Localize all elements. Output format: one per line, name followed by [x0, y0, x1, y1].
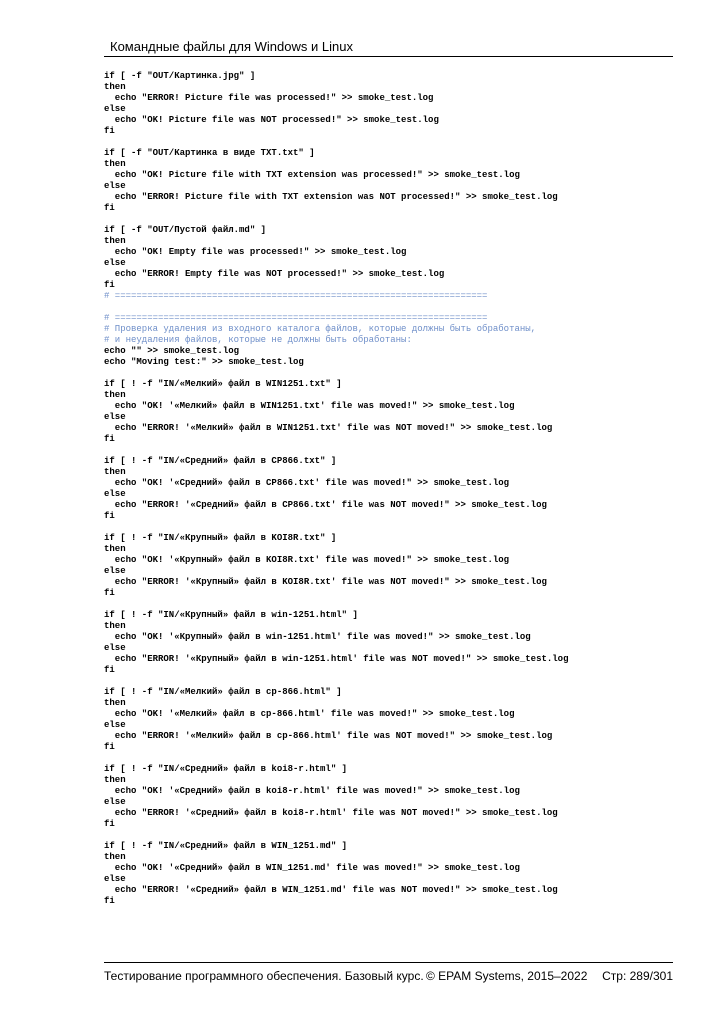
code-line [104, 522, 684, 533]
code-line: echo "ERROR! '«Мелкий» файл в WIN1251.txt' file was NOT moved!" >> smoke_test.log [104, 423, 553, 433]
code-line: if [ ! -f "IN/«Средний» файл в CP866.txt" ] [104, 456, 337, 466]
code-line: else [104, 258, 126, 268]
code-line: then [104, 621, 126, 631]
code-line: then [104, 390, 126, 400]
code-line: echo "OK! Picture file with TXT extension was processed!" >> smoke_test.log [104, 170, 520, 180]
code-line: else [104, 720, 126, 730]
code-line: then [104, 698, 126, 708]
code-line [104, 302, 684, 313]
code-line: if [ ! -f "IN/«Средний» файл в koi8-r.html" ] [104, 764, 348, 774]
code-line: fi [104, 203, 115, 213]
code-line: then [104, 852, 126, 862]
code-line: else [104, 489, 126, 499]
code-line: if [ ! -f "IN/«Мелкий» файл в WIN1251.txt" ] [104, 379, 342, 389]
code-comment-line: # Проверка удаления из входного каталога файлов, которые должны быть обработаны, [104, 324, 537, 334]
code-line [104, 445, 684, 456]
code-line: echo "OK! '«Средний» файл в WIN_1251.md' file was moved!" >> smoke_test.log [104, 863, 520, 873]
footer-page-number: Стр: 289/301 [602, 969, 673, 983]
code-line: echo "OK! '«Мелкий» файл в cp-866.html' file was moved!" >> smoke_test.log [104, 709, 515, 719]
code-line: then [104, 775, 126, 785]
code-line: echo "OK! Picture file was NOT processed!" >> smoke_test.log [104, 115, 439, 125]
code-line: then [104, 236, 126, 246]
page-footer [104, 962, 673, 989]
code-line: fi [104, 896, 115, 906]
code-line: echo "ERROR! '«Крупный» файл в win-1251.html' file was NOT moved!" >> smoke_test.log [104, 654, 569, 664]
code-line: then [104, 467, 126, 477]
page-header [104, 37, 673, 57]
code-line: else [104, 874, 126, 884]
code-line: then [104, 82, 126, 92]
code-line: echo "OK! Empty file was processed!" >> smoke_test.log [104, 247, 407, 257]
code-line [104, 753, 684, 764]
code-line: echo "Moving test:" >> smoke_test.log [104, 357, 304, 367]
code-line: then [104, 544, 126, 554]
code-line: fi [104, 434, 115, 444]
code-line: echo "OK! '«Мелкий» файл в WIN1251.txt' file was moved!" >> smoke_test.log [104, 401, 515, 411]
code-line: echo "ERROR! Empty file was NOT processed!" >> smoke_test.log [104, 269, 445, 279]
code-line: fi [104, 511, 115, 521]
code-line [104, 830, 684, 841]
code-line: if [ ! -f "IN/«Крупный» файл в KOI8R.txt" ] [104, 533, 337, 543]
code-line: fi [104, 126, 115, 136]
code-line: if [ -f "OUT/Картинка в виде TXT.txt" ] [104, 148, 315, 158]
code-line: fi [104, 665, 115, 675]
code-comment-line: # и неудаления файлов, которые не должны быть обработаны: [104, 335, 412, 345]
code-comment-line: # ===================================================================== [104, 291, 488, 301]
code-line: then [104, 159, 126, 169]
header-title: Командные файлы для Windows и Linux [110, 39, 353, 54]
code-line: fi [104, 742, 115, 752]
footer-copyright: © EPAM Systems, 2015–2022 [426, 969, 588, 983]
code-line: echo "OK! '«Крупный» файл в KOI8R.txt' file was moved!" >> smoke_test.log [104, 555, 510, 565]
code-line: else [104, 412, 126, 422]
code-line: if [ -f "OUT/Пустой файл.md" ] [104, 225, 267, 235]
code-line: else [104, 104, 126, 114]
code-line: echo "OK! '«Средний» файл в CP866.txt' file was moved!" >> smoke_test.log [104, 478, 510, 488]
code-line: if [ ! -f "IN/«Мелкий» файл в cp-866.html" ] [104, 687, 342, 697]
code-line: echo "ERROR! '«Крупный» файл в KOI8R.txt' file was NOT moved!" >> smoke_test.log [104, 577, 547, 587]
code-line: else [104, 566, 126, 576]
code-line: echo "OK! '«Средний» файл в koi8-r.html' file was moved!" >> smoke_test.log [104, 786, 520, 796]
code-listing [104, 71, 684, 907]
code-line: echo "ERROR! '«Средний» файл в koi8-r.html' file was NOT moved!" >> smoke_test.log [104, 808, 558, 818]
code-line [104, 368, 684, 379]
code-line: else [104, 643, 126, 653]
code-line: echo "ERROR! Picture file with TXT extension was NOT processed!" >> smoke_test.log [104, 192, 558, 202]
code-line: if [ -f "OUT/Картинка.jpg" ] [104, 71, 256, 81]
code-comment-line: # ===================================================================== [104, 313, 488, 323]
code-line: if [ ! -f "IN/«Крупный» файл в win-1251.html" ] [104, 610, 358, 620]
code-line: echo "ERROR! '«Средний» файл в WIN_1251.md' file was NOT moved!" >> smoke_test.log [104, 885, 558, 895]
code-line: if [ ! -f "IN/«Средний» файл в WIN_1251.md" ] [104, 841, 348, 851]
code-line: fi [104, 819, 115, 829]
code-line: echo "OK! '«Крупный» файл в win-1251.html' file was moved!" >> smoke_test.log [104, 632, 531, 642]
footer-course-title: Тестирование программного обеспечения. Базовый курс. [104, 969, 424, 983]
code-line: else [104, 181, 126, 191]
code-line: echo "" >> smoke_test.log [104, 346, 240, 356]
code-line: echo "ERROR! Picture file was processed!" >> smoke_test.log [104, 93, 434, 103]
code-line: echo "ERROR! '«Мелкий» файл в cp-866.html' file was NOT moved!" >> smoke_test.log [104, 731, 553, 741]
code-line [104, 599, 684, 610]
code-line: echo "ERROR! '«Средний» файл в CP866.txt' file was NOT moved!" >> smoke_test.log [104, 500, 547, 510]
code-line: else [104, 797, 126, 807]
code-line: fi [104, 588, 115, 598]
code-line [104, 676, 684, 687]
code-line [104, 214, 684, 225]
code-line: fi [104, 280, 115, 290]
code-line [104, 137, 684, 148]
